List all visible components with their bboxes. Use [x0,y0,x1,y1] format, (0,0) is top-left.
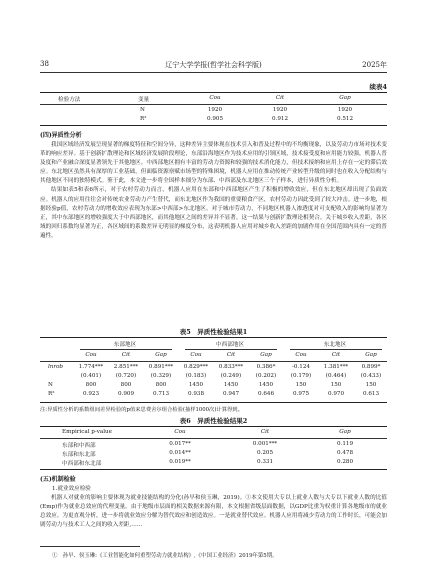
table5-var-header: Cit [226,352,236,358]
table6-cell: 0.331 [256,459,273,465]
table5-cell: 1450 [188,382,204,388]
table4-r2-cit: 0.912 [271,116,288,122]
table5-cell: 0.923 [82,391,99,397]
table6-bottom-rule [40,469,387,470]
page-number: 38 [40,60,49,68]
table5-row-label: lnrob [48,364,64,370]
table5-var-header: Cit [331,352,341,358]
table5-var-header: Gap [155,352,167,358]
table6-cell: 0.019** [169,459,191,465]
table5-cell: 0.975 [292,391,309,397]
table5-cell: -0.124 [292,364,310,370]
footnote-rule [40,546,140,547]
table5-cell: 1450 [258,382,274,388]
table5-cell: 2.851*** [113,364,139,370]
table5-cell: 0.899* [361,364,381,370]
table4-header-method: 检验方法 [58,97,81,103]
table4-header-var: 变量 [138,97,150,103]
table5-top-rule [40,337,387,338]
table6-header-cou: Cou [174,429,186,435]
table6-row-label: 东部和东北部 [62,452,96,458]
table5-cell: (0.401) [80,373,102,379]
table4-header-gap: Gap [339,95,351,101]
table5-bottom-rule [40,402,387,403]
table5-cell: 800 [85,382,97,388]
table5-caption: 表5 异质性检验结果1 [179,328,248,336]
table6-top-rule [40,426,387,427]
section5-title: (五)机制检验 [40,476,76,483]
table5-cell: 150 [295,382,307,388]
table5-group-east: 东部地区 [113,342,137,348]
table4-row-r2-label: R² [140,116,147,122]
table6-cell: 0.014** [169,450,191,456]
section5-body [40,494,387,530]
table5-cell: 0.970 [327,391,344,397]
table5-cell: (0.183) [185,373,207,379]
table4-header-cou: Cou [209,95,221,101]
table5-cell: (0.433) [360,373,382,379]
table5-cell: 150 [365,382,377,388]
table4-n-cit: 1920 [272,107,288,113]
table6-header-cit: Cit [260,429,270,435]
table5-cell: 0.646 [257,391,274,397]
table5-cell: 800 [120,382,132,388]
table6-cell: 0.205 [256,450,273,456]
table5-var-header: Cou [295,352,307,358]
table6-cell: 0.017** [169,441,191,447]
table5-cell: (0.179) [290,373,312,379]
section4-body [40,141,387,241]
table6-mid-rule [40,438,387,439]
table5-row-label: N [48,382,53,388]
table5-group-northeast: 东北地区 [323,342,347,348]
table5-group-northeast-underline [290,349,382,350]
table5-cell: 0.833*** [218,364,244,370]
table5-cell: (0.249) [220,373,242,379]
table6-row-label: 中西部和东北部 [62,461,102,467]
table4-bottom-rule [40,125,387,126]
header-year: 2025年 [362,61,387,69]
table6-header-gap: Gap [339,429,351,435]
table6-cell: 0.280 [336,459,353,465]
table5-cell: 0.613 [362,391,379,397]
table5-cell: 1.774*** [78,364,104,370]
table5-var-header: Cou [85,352,97,358]
table4-header-cit: Cit [275,95,285,101]
journal-title: 辽宁大学学报(哲学社会科学版) [165,61,262,69]
table4-top-rule [40,92,387,93]
table5-group-midwest-underline [185,349,277,350]
table4-n-gap: 1920 [337,107,353,113]
footnote: ① 孙早、侯玉琳:《工业智能化如何重塑劳动力就业结构》,《中国工业经济》2019年第5期。 [52,553,278,559]
table4-caption: 续表4 [369,83,387,91]
table5-cell: 0.829*** [183,364,209,370]
table5-var-header: Cou [190,352,202,358]
section5-subtitle: 1.就业效应检验 [52,486,91,492]
table6-header-pvalue: Empirical p-value [62,429,112,435]
table5-cell: 800 [155,382,167,388]
table6-cell: 0.001*** [252,441,278,447]
table5-cell: 1450 [223,382,239,388]
table5-cell: 0.386* [256,364,276,370]
table5-var-header: Gap [365,352,377,358]
table5-group-east-underline [80,349,172,350]
table5-note: 注:异质性分析的系数组间差异检验的p值来思费舍尔组合检验(抽样1000次)计算得到。 [40,407,243,413]
table5-row-label: R² [48,391,55,397]
table5-cell: 0.938 [187,391,204,397]
section4-paragraph-1: 我国区域经济发展呈现显著的梯度特征和空间分异，这种差异主要体现在技术引入和普及过程中的不均衡现象，以及劳动力市场对技术变革的响应差异。基于创新扩散理论和区域经济发展阶段理论，东部沿海地区作为技术应用的引领区域，技术接受度和应用能力较强，机器人普及度和产业融合深度显著领先于其他地区。中西部地区拥有丰富的劳动力资源和较强的技术消化能力，但技术接纳和应用上存在一定的滞后效应。东北地区虽然具有深厚的工业基础，但面临资源禀赋市场型的特殊困境，机器人应用在推动传统产业转型升级的同时也在收入分配结构与其他地区不同的独特模式。鉴于此，本文进一步将全国样本细分为东部、中西部及东北地区三个子样本，进行异质性分析。 [40,142,387,185]
table5-cell: 0.947 [222,391,239,397]
section4-title: (四)异质性分析 [40,132,82,139]
table5-mid-rule [40,361,387,362]
table6-cell: 0.478 [336,450,353,456]
table5-cell: (0.720) [115,373,137,379]
table4-row-n-label: N [140,107,145,113]
table4-n-cou: 1920 [207,107,223,113]
table5-cell: 0.713 [152,391,169,397]
table4-r2-cou: 0.905 [206,116,223,122]
table5-var-header: Cit [121,352,131,358]
table4-mid-rule [40,104,387,105]
table5-var-header: Gap [260,352,272,358]
section4-paragraph-2: 结果如表5和表6所示，对于农村劳动力而言，机器人应用在东部和中西部地区产生了积极的增收效应，但在东北地区却出现了负面效应。机器人的应用往往会对传统农业劳动力产生替代，而东北地区作为我国的重要粮食产区，农村劳动力因此受到了较大冲击。进一步地，根据经验p值，农村劳动力的增收效应表现为东部>中西部>东北地区。对于城市劳动力，不同地区机器人渗透度对可支配收入的影响均显著为正，其中东部地区的增收强度大于中西部地区，而其他地区之间的差异并不显著。这一结果与创新扩散理论相契合。关于城乡收入差距，各区域的回归系数均显著为正，各区域间的系数差异无明显的梯度分布，这表明机器人应用对城乡收入差距的加剧作用在全国范围内具有一定的普遍性。 [40,187,387,239]
table5-cell: 0.909 [117,391,134,397]
header-rule [40,72,387,73]
table5-cell: (0.202) [255,373,277,379]
table6-row-label: 东部和中西部 [62,443,96,449]
section5-paragraph: 机器人对就业的影响主要体现为就业技能结构的分化(孙早和侯玉琳，2019)。①本文使用大专以上就业人数与大专以下就业人数的比值(Emp)作为就业总效应的代理变量。由于地级市层面的相关数据来源有限，本文根据省级层面数据，以GDP比重为权重计算各地级市的就业总效应。为更直观分析，进一步将就业效应分解为替代效应和创造效应。一是就业替代效应。机器人应用将减少劳动力的工作时长，可能会加剧劳动力与技术工人之间的收入差距,…… [40,495,387,529]
table5-cell: (0.329) [150,373,172,379]
table5-cell: 1.381*** [323,364,349,370]
table5-group-midwest: 中西部地区 [216,342,244,348]
table6-caption: 表6 异质性检验结果2 [179,417,248,425]
table4-r2-gap: 0.512 [336,116,353,122]
table5-cell: (0.464) [325,373,347,379]
table5-cell: 0.891*** [148,364,174,370]
table5-cell: 150 [330,382,342,388]
table6-cell: 0.119 [336,441,353,447]
